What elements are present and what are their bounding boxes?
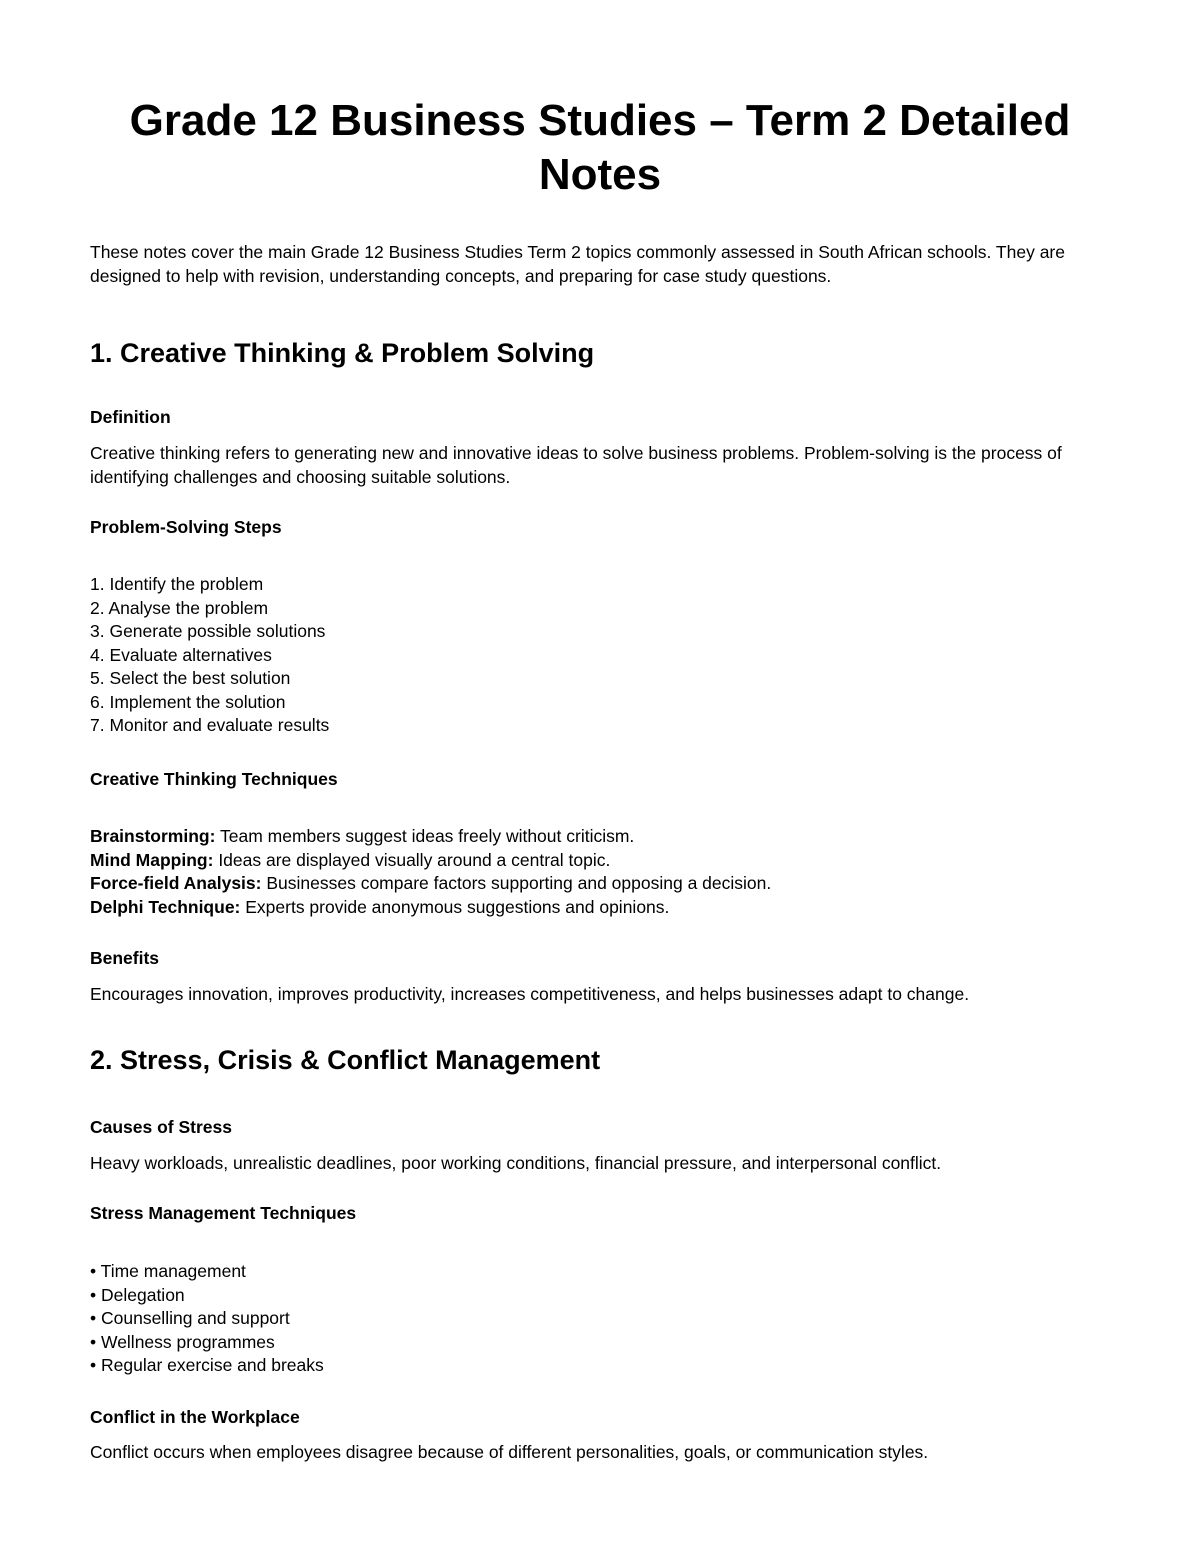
list-item: 5. Select the best solution <box>90 668 291 688</box>
list-item <box>90 896 771 920</box>
definition-heading: Definition <box>90 407 171 427</box>
list-item: • Time management <box>90 1261 246 1281</box>
conflict-heading: Conflict in the Workplace <box>90 1407 300 1427</box>
list-item: 6. Implement the solution <box>90 691 286 712</box>
technique-description: Businesses compare factors supporting and opposing a decision. <box>261 873 772 893</box>
technique-description: Experts provide anonymous suggestions and opinions. <box>240 896 670 917</box>
stress-techniques-list <box>90 1260 324 1378</box>
document-title: Grade 12 Business Studies – Term 2 Detailed Notes <box>129 96 1071 199</box>
benefits-text: Encourages innovation, improves productivity, increases competitiveness, and helps businesses adapt to change. <box>90 984 970 1004</box>
intro-paragraph: These notes cover the main Grade 12 Business Studies Term 2 topics commonly assessed in South African schools. They are designed to help with revision, understanding concepts, and preparing for case study questions. <box>90 242 1065 286</box>
technique-description: Ideas are displayed visually around a central topic. <box>213 849 611 870</box>
definition-text: Creative thinking refers to generating new and innovative ideas to solve business problems. Problem-solving is the process of identifying challenges and choosing suitable solutions. <box>90 443 1062 487</box>
technique-term: Brainstorming: <box>90 826 216 846</box>
technique-term: Force-field Analysis: <box>90 873 262 893</box>
list-item: 3. Generate possible solutions <box>90 621 326 641</box>
list-item: 2. Analyse the problem <box>90 597 269 618</box>
list-item: • Delegation <box>90 1284 185 1305</box>
creative-techniques-heading: Creative Thinking Techniques <box>90 769 338 789</box>
technique-term: Delphi Technique: <box>90 896 241 917</box>
technique-term: Mind Mapping: <box>90 849 214 870</box>
list-item: 1. Identify the problem <box>90 574 264 594</box>
list-item: • Counselling and support <box>90 1308 290 1328</box>
creative-techniques-list <box>90 825 771 919</box>
problem-solving-steps-list <box>90 573 329 738</box>
technique-description: Team members suggest ideas freely without criticism. <box>215 826 635 846</box>
causes-of-stress-heading: Causes of Stress <box>90 1117 233 1137</box>
list-item <box>90 849 771 873</box>
list-item: • Wellness programmes <box>90 1331 275 1352</box>
list-item: 7. Monitor and evaluate results <box>90 715 330 735</box>
list-item <box>90 872 771 896</box>
list-item: 4. Evaluate alternatives <box>90 644 272 665</box>
conflict-text: Conflict occurs when employees disagree because of different personalities, goals, or communication styles. <box>90 1442 929 1462</box>
list-item <box>90 825 771 849</box>
section-2-heading: 2. Stress, Crisis & Conflict Management <box>90 1045 601 1075</box>
benefits-heading: Benefits <box>90 948 160 968</box>
section-1-heading: 1. Creative Thinking & Problem Solving <box>90 338 595 368</box>
stress-techniques-heading: Stress Management Techniques <box>90 1203 357 1223</box>
causes-of-stress-text: Heavy workloads, unrealistic deadlines, poor working conditions, financial pressure, and interpersonal conflict. <box>90 1153 942 1173</box>
problem-solving-steps-heading: Problem-Solving Steps <box>90 517 282 537</box>
list-item: • Regular exercise and breaks <box>90 1355 324 1375</box>
